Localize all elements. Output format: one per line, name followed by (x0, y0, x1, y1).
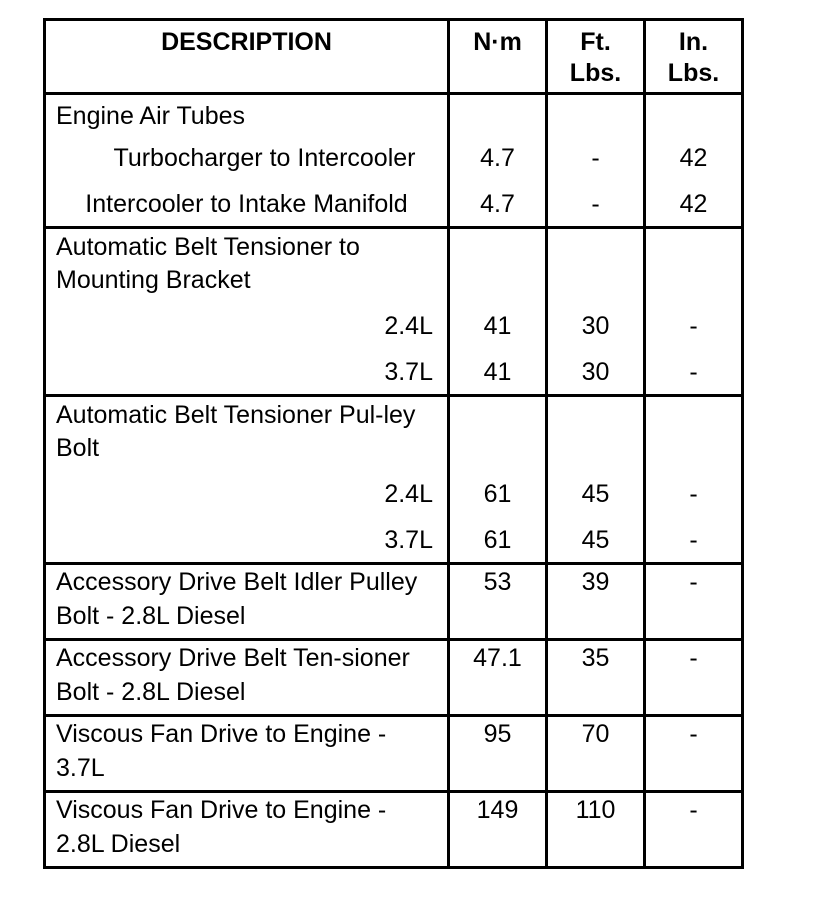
empty-cell (449, 94, 547, 136)
cell-in-lbs: - (645, 791, 743, 867)
cell-nm: 53 (449, 563, 547, 639)
cell-in-lbs: - (645, 715, 743, 791)
table-row (45, 135, 743, 181)
cell-nm: 47.1 (449, 639, 547, 715)
table-row (45, 715, 743, 791)
cell-in-lbs: - (645, 349, 743, 395)
empty-cell (547, 94, 645, 136)
row-label: 3.7L (45, 517, 449, 563)
group-title: Automatic Belt Tensioner to Mounting Bracket (45, 227, 449, 303)
cell-ft-lbs: - (547, 135, 645, 181)
cell-ft-lbs: 45 (547, 517, 645, 563)
row-label: 2.4L (45, 471, 449, 517)
empty-cell (547, 395, 645, 471)
cell-in-lbs: 42 (645, 181, 743, 227)
torque-spec-table (43, 18, 744, 869)
row-label: Accessory Drive Belt Idler Pulley Bolt - 2.8L Diesel (45, 563, 449, 639)
cell-ft-lbs: - (547, 181, 645, 227)
cell-in-lbs: 42 (645, 135, 743, 181)
cell-nm: 41 (449, 349, 547, 395)
table-row (45, 303, 743, 349)
group-title: Engine Air Tubes (45, 94, 449, 136)
cell-ft-lbs: 35 (547, 639, 645, 715)
empty-cell (645, 227, 743, 303)
table-row (45, 181, 743, 227)
empty-cell (645, 94, 743, 136)
cell-ft-lbs: 45 (547, 471, 645, 517)
row-label: Accessory Drive Belt Ten-sioner Bolt - 2.8L Diesel (45, 639, 449, 715)
cell-nm: 61 (449, 517, 547, 563)
header-row (45, 20, 743, 94)
cell-nm: 95 (449, 715, 547, 791)
cell-nm: 41 (449, 303, 547, 349)
cell-in-lbs: - (645, 471, 743, 517)
header-description: DESCRIPTION (45, 20, 449, 94)
header-ft-lbs (547, 20, 645, 94)
empty-cell (449, 395, 547, 471)
table-row (45, 94, 743, 136)
table-row (45, 349, 743, 395)
row-label: 3.7L (45, 349, 449, 395)
table-row (45, 791, 743, 867)
row-label: Turbocharger to Intercooler (45, 135, 449, 181)
table-row (45, 563, 743, 639)
header-in-lbs-text: In. Lbs. (667, 28, 720, 87)
table-row (45, 395, 743, 471)
row-label: Intercooler to Intake Manifold (45, 181, 449, 227)
cell-ft-lbs: 30 (547, 349, 645, 395)
table-row (45, 639, 743, 715)
table-row (45, 517, 743, 563)
empty-cell (547, 227, 645, 303)
cell-in-lbs: - (645, 563, 743, 639)
cell-in-lbs: - (645, 303, 743, 349)
row-label: Viscous Fan Drive to Engine - 3.7L (45, 715, 449, 791)
group-title: Automatic Belt Tensioner Pul-ley Bolt (45, 395, 449, 471)
row-label: 2.4L (45, 303, 449, 349)
header-ft-lbs-text: Ft. Lbs. (569, 28, 622, 87)
cell-nm: 4.7 (449, 181, 547, 227)
cell-in-lbs: - (645, 517, 743, 563)
empty-cell (645, 395, 743, 471)
cell-ft-lbs: 110 (547, 791, 645, 867)
table-row (45, 227, 743, 303)
cell-nm: 61 (449, 471, 547, 517)
cell-ft-lbs: 39 (547, 563, 645, 639)
row-label: Viscous Fan Drive to Engine - 2.8L Diesel (45, 791, 449, 867)
header-nm: N·m (449, 20, 547, 94)
cell-in-lbs: - (645, 639, 743, 715)
table-row (45, 471, 743, 517)
cell-nm: 4.7 (449, 135, 547, 181)
cell-ft-lbs: 30 (547, 303, 645, 349)
cell-nm: 149 (449, 791, 547, 867)
empty-cell (449, 227, 547, 303)
cell-ft-lbs: 70 (547, 715, 645, 791)
header-in-lbs (645, 20, 743, 94)
